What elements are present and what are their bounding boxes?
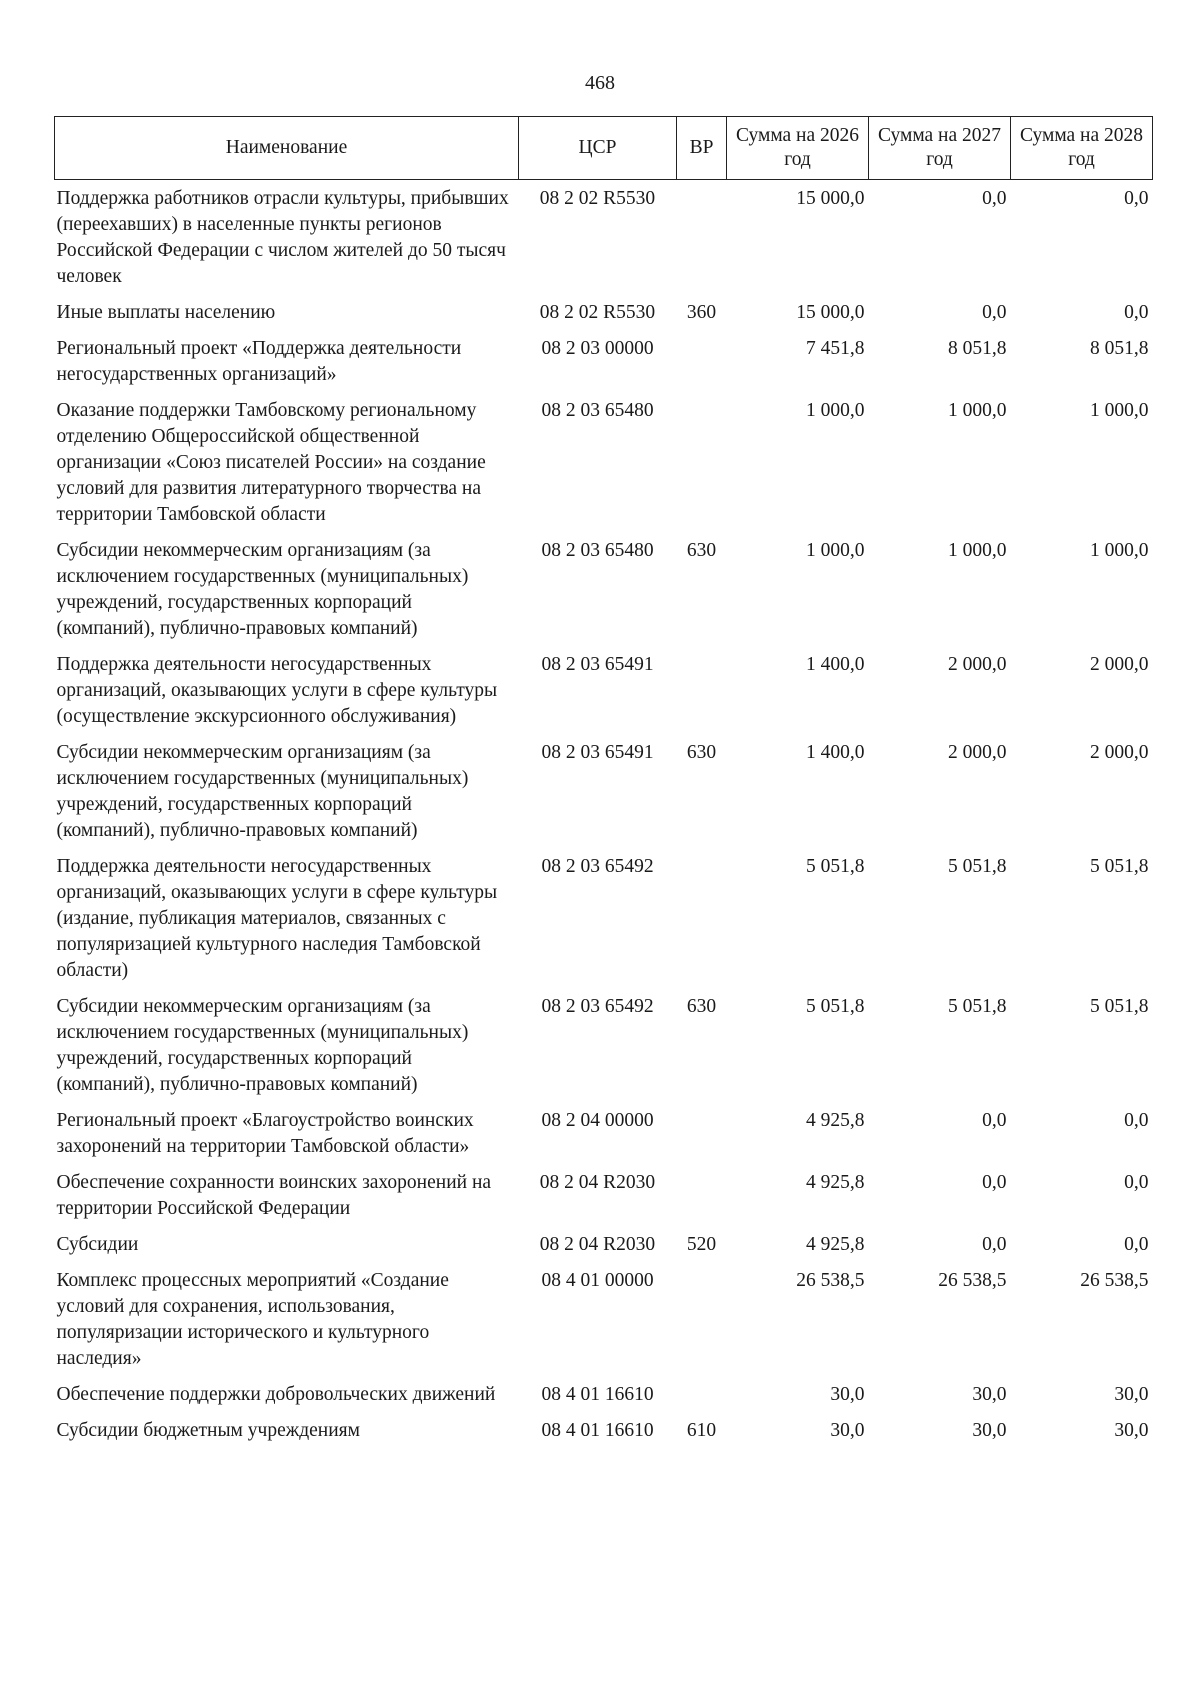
row-sum-2028: 0,0 xyxy=(1124,1234,1149,1255)
table-row xyxy=(55,1226,1153,1262)
header-sum-2026: Сумма на 2026 год xyxy=(727,117,869,180)
row-vr xyxy=(677,1164,727,1226)
row-vr xyxy=(677,392,727,532)
row-sum-2028: 2 000,0 xyxy=(1090,654,1149,675)
row-csr: 08 2 03 65492 xyxy=(541,996,654,1017)
row-name: Субсидии некоммерческим организациям (за исключением государственных (муниципальных) учреждений, государственных корпораций (компаний), публично-правовых компаний) xyxy=(56,996,469,1095)
row-vr: 610 xyxy=(686,1420,717,1441)
row-sum-2026: 1 000,0 xyxy=(806,540,865,561)
row-csr: 08 2 03 65491 xyxy=(541,654,654,675)
row-vr: 630 xyxy=(686,996,717,1017)
row-name: Субсидии некоммерческим организациям (за исключением государственных (муниципальных) учреждений, государственных корпораций (компаний), публично-правовых компаний) xyxy=(56,742,469,841)
row-name: Обеспечение поддержки добровольческих движений xyxy=(56,1384,496,1405)
row-name: Региональный проект «Поддержка деятельности негосударственных организаций» xyxy=(56,338,462,385)
row-sum-2027: 1 000,0 xyxy=(948,540,1007,561)
row-sum-2026: 15 000,0 xyxy=(796,188,865,209)
row-sum-2027: 5 051,8 xyxy=(948,856,1007,877)
row-vr: 630 xyxy=(686,540,717,561)
table-header-row xyxy=(55,117,1153,180)
row-name: Комплекс процессных мероприятий «Создание условий для сохранения, использования, популяризации исторического и культурного наследия» xyxy=(56,1270,449,1369)
row-sum-2027: 5 051,8 xyxy=(948,996,1007,1017)
row-sum-2027: 1 000,0 xyxy=(948,400,1007,421)
row-sum-2027: 8 051,8 xyxy=(948,338,1007,359)
row-name: Субсидии бюджетным учреждениям xyxy=(56,1420,360,1441)
page-number: 468 xyxy=(585,72,615,94)
row-sum-2027: 0,0 xyxy=(982,302,1007,323)
table-row xyxy=(55,988,1153,1102)
table-row xyxy=(55,734,1153,848)
row-csr: 08 2 03 00000 xyxy=(541,338,654,359)
row-csr: 08 4 01 16610 xyxy=(541,1384,654,1405)
row-vr xyxy=(677,848,727,988)
table-row xyxy=(55,532,1153,646)
table-row xyxy=(55,330,1153,392)
row-sum-2027: 30,0 xyxy=(972,1420,1007,1441)
row-vr xyxy=(677,1262,727,1376)
row-sum-2026: 1 000,0 xyxy=(806,400,865,421)
row-name: Поддержка работников отрасли культуры, прибывших (переехавших) в населенные пункты регионов Российской Федерации с числом жителей до 50 тысяч человек xyxy=(56,188,509,287)
row-vr xyxy=(677,646,727,734)
row-sum-2028: 26 538,5 xyxy=(1080,1270,1149,1291)
row-sum-2027: 2 000,0 xyxy=(948,742,1007,763)
row-sum-2026: 30,0 xyxy=(830,1420,865,1441)
table-row xyxy=(55,848,1153,988)
row-vr: 520 xyxy=(686,1234,717,1255)
row-sum-2028: 0,0 xyxy=(1124,1110,1149,1131)
row-name: Региональный проект «Благоустройство воинских захоронений на территории Тамбовской области» xyxy=(56,1110,474,1157)
table-row xyxy=(55,646,1153,734)
row-sum-2026: 5 051,8 xyxy=(806,856,865,877)
row-name: Поддержка деятельности негосударственных организаций, оказывающих услуги в сфере культуры (издание, публикация материалов, связанных с популяризацией культурного наследия Тамбовской области) xyxy=(56,856,498,981)
budget-table xyxy=(54,116,1153,1448)
row-name: Иные выплаты населению xyxy=(56,302,276,323)
row-vr xyxy=(677,1102,727,1164)
row-sum-2027: 0,0 xyxy=(982,1234,1007,1255)
header-name: Наименование xyxy=(55,117,519,180)
row-sum-2027: 26 538,5 xyxy=(938,1270,1007,1291)
row-csr: 08 2 03 65480 xyxy=(541,540,654,561)
row-sum-2026: 1 400,0 xyxy=(806,742,865,763)
row-name: Субсидии xyxy=(56,1234,139,1255)
row-sum-2027: 2 000,0 xyxy=(948,654,1007,675)
row-sum-2028: 2 000,0 xyxy=(1090,742,1149,763)
row-csr: 08 2 03 65492 xyxy=(541,856,654,877)
row-vr: 360 xyxy=(686,302,717,323)
header-sum-2028: Сумма на 2028 год xyxy=(1011,117,1153,180)
table-row xyxy=(55,1412,1153,1448)
table-row xyxy=(55,294,1153,330)
row-sum-2026: 15 000,0 xyxy=(796,302,865,323)
row-name: Субсидии некоммерческим организациям (за исключением государственных (муниципальных) учреждений, государственных корпораций (компаний), публично-правовых компаний) xyxy=(56,540,469,639)
row-sum-2026: 7 451,8 xyxy=(806,338,865,359)
row-sum-2027: 0,0 xyxy=(982,188,1007,209)
row-vr xyxy=(677,180,727,295)
row-vr xyxy=(677,1376,727,1412)
row-sum-2028: 5 051,8 xyxy=(1090,996,1149,1017)
row-sum-2028: 1 000,0 xyxy=(1090,540,1149,561)
row-csr: 08 2 03 65491 xyxy=(541,742,654,763)
row-sum-2026: 5 051,8 xyxy=(806,996,865,1017)
row-vr: 630 xyxy=(686,742,717,763)
row-csr: 08 2 02 R5530 xyxy=(539,188,656,209)
row-csr: 08 2 02 R5530 xyxy=(539,302,656,323)
row-name: Обеспечение сохранности воинских захоронений на территории Российской Федерации xyxy=(56,1172,492,1219)
row-sum-2028: 0,0 xyxy=(1124,1172,1149,1193)
row-sum-2028: 5 051,8 xyxy=(1090,856,1149,877)
table-row xyxy=(55,1262,1153,1376)
row-sum-2027: 0,0 xyxy=(982,1172,1007,1193)
row-sum-2028: 1 000,0 xyxy=(1090,400,1149,421)
row-sum-2028: 30,0 xyxy=(1114,1420,1149,1441)
row-sum-2028: 30,0 xyxy=(1114,1384,1149,1405)
row-sum-2026: 26 538,5 xyxy=(796,1270,865,1291)
table-row xyxy=(55,1164,1153,1226)
table-row xyxy=(55,392,1153,532)
row-sum-2026: 4 925,8 xyxy=(806,1172,865,1193)
header-csr: ЦСР xyxy=(519,117,677,180)
row-sum-2028: 8 051,8 xyxy=(1090,338,1149,359)
row-name: Оказание поддержки Тамбовскому региональному отделению Общероссийской общественной организации «Союз писателей России» на создание условий для развития литературного творчества на территории Тамбовской области xyxy=(56,400,486,525)
row-csr: 08 2 04 00000 xyxy=(541,1110,654,1131)
row-sum-2026: 30,0 xyxy=(830,1384,865,1405)
row-csr: 08 4 01 00000 xyxy=(541,1270,654,1291)
row-name: Поддержка деятельности негосударственных организаций, оказывающих услуги в сфере культуры (осуществление экскурсионного обслуживания) xyxy=(56,654,498,727)
row-sum-2028: 0,0 xyxy=(1124,188,1149,209)
table-row xyxy=(55,1376,1153,1412)
table-row xyxy=(55,1102,1153,1164)
row-csr: 08 2 04 R2030 xyxy=(539,1234,656,1255)
row-sum-2027: 0,0 xyxy=(982,1110,1007,1131)
row-sum-2028: 0,0 xyxy=(1124,302,1149,323)
row-sum-2026: 1 400,0 xyxy=(806,654,865,675)
row-sum-2027: 30,0 xyxy=(972,1384,1007,1405)
row-vr xyxy=(677,330,727,392)
row-csr: 08 2 03 65480 xyxy=(541,400,654,421)
row-sum-2026: 4 925,8 xyxy=(806,1110,865,1131)
table-row xyxy=(55,180,1153,295)
row-sum-2026: 4 925,8 xyxy=(806,1234,865,1255)
header-sum-2027: Сумма на 2027 год xyxy=(869,117,1011,180)
row-csr: 08 2 04 R2030 xyxy=(539,1172,656,1193)
row-csr: 08 4 01 16610 xyxy=(541,1420,654,1441)
header-vr: ВР xyxy=(677,117,727,180)
